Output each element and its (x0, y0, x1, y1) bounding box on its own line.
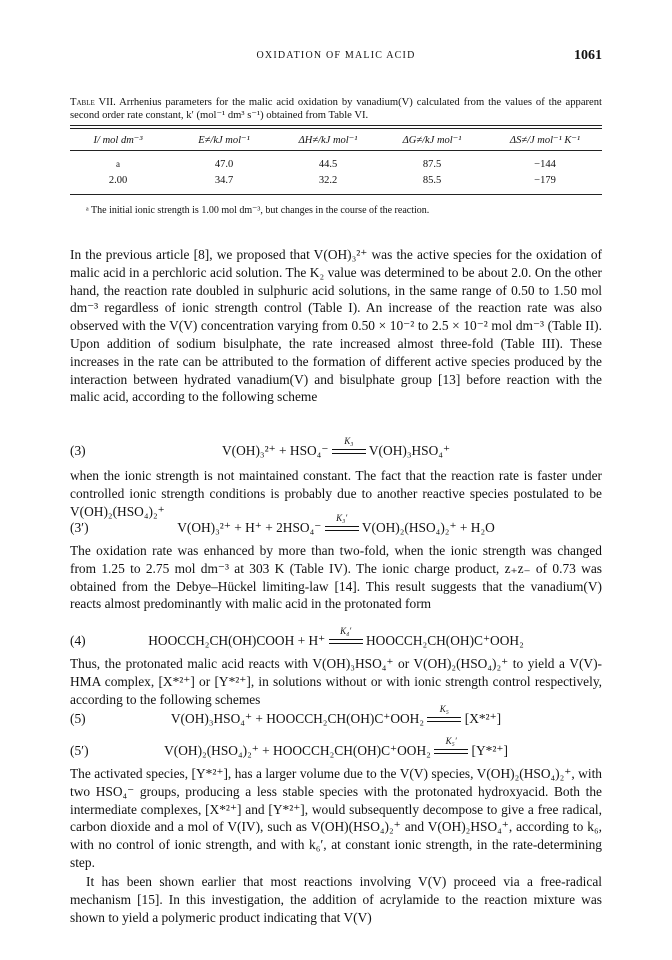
equation-left: V(OH)₂(HSO₄)₂⁺ + HOOCCH₂CH(OH)C⁺OOH₂ (164, 743, 431, 758)
equation-4 (70, 625, 602, 655)
equation-5 (70, 703, 602, 733)
equation-number: (4) (70, 633, 86, 648)
equation-left: HOOCCH₂CH(OH)COOH + H⁺ (148, 633, 326, 648)
table-rule-header (70, 150, 602, 151)
table-cell: −144 (534, 159, 556, 170)
running-title: OXIDATION OF MALIC ACID (256, 50, 416, 61)
table-cell: 47.0 (214, 159, 234, 170)
table-cell: 85.5 (422, 175, 442, 186)
equilibrium-arrow-icon (329, 625, 363, 647)
equation-right: V(OH)₃HSO₄⁺ (368, 443, 451, 458)
equation-3 (70, 435, 602, 465)
paragraph: It has been shown earlier that most reactions involving V(V) proceed via a free-radical mechanism [15]. In this investigation, the addition of acrylamide to the reaction mixture was shown to yield a polymeric product indicating that V(V) (70, 874, 602, 925)
table-cell: 32.2 (318, 175, 338, 186)
equation-left: V(OH)₃HSO₄⁺ + HOOCCH₂CH(OH)C⁺OOH₂ (170, 711, 425, 726)
equation-body (70, 512, 602, 536)
table-caption (70, 96, 602, 122)
table-caption-label: Table VII. (70, 97, 116, 108)
equation-5-prime (70, 735, 602, 765)
equilibrium-arrow-icon (427, 703, 461, 725)
table-cell: −179 (534, 175, 556, 186)
table-rule-bottom (70, 194, 602, 195)
table-header-cell: ΔH≠/kJ mol⁻¹ (298, 135, 358, 146)
paragraph: In the previous article [8], we proposed that V(OH)₃²⁺ was the active species for the oxidation of malic acid in a perchloric acid solution. The K₂ value was determined to be about 2.0. On the other hand, the reaction rate doubled in sulphuric acid solutions, in the same range of 0.50 to 1.50 mol dm⁻³ regardless of ionic strength control (Table I). An increase of the reaction rate was also observed with the V(V) concentration varying from 0.50 × 10⁻² to 2.5 × 10⁻² mol dm⁻³ (Table II). Upon addition of sodium bisulphate, the rate increased almost three-fold (Table III). These increases in the rate can be attributed to the formation of different active species produced by the interaction between hydrated vanadium(V) and bisulphate group [13] before reaction with the malic acid, according to the following scheme (70, 247, 602, 405)
equation-body (70, 735, 602, 759)
equation-body (70, 703, 602, 727)
paragraph: Thus, the protonated malic acid reacts with V(OH)₃HSO₄⁺ or V(OH)₂(HSO₄)₂⁺ to yield a V(V)-HMA complex, [X*²⁺] or [Y*²⁺], in solutions without or with ionic strength control respectively, according to the following schemes (70, 656, 602, 707)
equation-number: (3′) (70, 520, 89, 535)
table-cell: 2.00 (108, 175, 128, 186)
page-header (70, 48, 602, 66)
equilibrium-arrow-icon (434, 735, 468, 757)
equation-left: V(OH)₃²⁺ + HSO₄⁻ (221, 443, 329, 458)
page-number: 1061 (574, 48, 602, 63)
table-rule-top (70, 125, 602, 126)
table-header-cell: E≠/kJ mol⁻¹ (198, 135, 250, 146)
equation-number: (5′) (70, 743, 89, 758)
table-header-cell: I/ mol dm⁻³ (93, 135, 143, 146)
equilibrium-constant: K₄′ (340, 625, 352, 636)
table-rule-top-double (70, 128, 602, 129)
table-cell: 34.7 (214, 175, 234, 186)
paragraph: The oxidation rate was enhanced by more than two-fold, when the ionic strength was changed from 1.25 to 2.75 mol dm⁻³ at 303 K (Table IV). The ionic charge product, z₊z₋ of 0.73 was obtained from the Debye–Hückel limiting-law [14]. This result suggests that the vanadium(V) reacts almost predominantly with malic acid in the protonated form (70, 543, 602, 612)
equilibrium-constant: K₃′ (336, 512, 348, 523)
equation-left: V(OH)₃²⁺ + H⁺ + 2HSO₄⁻ (177, 520, 322, 535)
equation-right: HOOCCH₂CH(OH)C⁺OOH₂ (365, 633, 524, 648)
equation-right: [Y*²⁺] (471, 743, 508, 758)
equilibrium-constant: K₃ (344, 435, 354, 446)
equation-right: [X*²⁺] (464, 711, 502, 726)
paragraph: The activated species, [Y*²⁺], has a larger volume due to the V(V) species, V(OH)₂(HSO₄)₂⁺, with two HSO₄⁻ groups, producing a less stable species with the protonated hydroxyacid. Both the intermediate complexes, [X*²⁺] and [Y*²⁺], would subsequently decompose to give a free radical, carbon dioxide and a mol of V(IV), such as V(OH)(HSO₄)₂⁺ and V(OH)₂HSO₄⁺, according to k₆, with no control of ionic strength, and with k₆′, at constant ionic strength, in the rate-determining step. (70, 766, 602, 870)
equilibrium-constant: K₅ (439, 703, 449, 714)
table-caption-text: Arrhenius parameters for the malic acid oxidation by vanadium(V) calculated from the values of the apparent second order rate constant, k′ (mol⁻¹ dm³ s⁻¹) obtained from Table VI. (70, 97, 602, 121)
equilibrium-arrow-icon (325, 512, 359, 534)
equilibrium-arrow-icon (332, 435, 366, 457)
equation-3-prime (70, 512, 602, 542)
table-cell: 44.5 (318, 159, 338, 170)
table-cell: 87.5 (422, 159, 442, 170)
equilibrium-constant: K₅′ (445, 735, 457, 746)
table-header-cell: ΔS≠/J mol⁻¹ K⁻¹ (509, 135, 581, 146)
table-cell: a (116, 159, 120, 169)
paragraph: when the ionic strength is not maintained constant. The fact that the reaction rate is faster under controlled ionic strength conditions is probably due to another reactive species postulated to be V(OH)₂(HSO₄)₂⁺ (70, 468, 602, 519)
table-footnote: ᵃ The initial ionic strength is 1.00 mol dm⁻³, but changes in the course of the reaction. (86, 205, 430, 216)
table-header-cell: ΔG≠/kJ mol⁻¹ (402, 135, 462, 146)
equation-right: V(OH)₂(HSO₄)₂⁺ + H₂O (361, 520, 495, 535)
equation-number: (3) (70, 443, 86, 458)
equation-number: (5) (70, 711, 86, 726)
equation-body (70, 435, 602, 459)
equation-body (70, 625, 602, 649)
